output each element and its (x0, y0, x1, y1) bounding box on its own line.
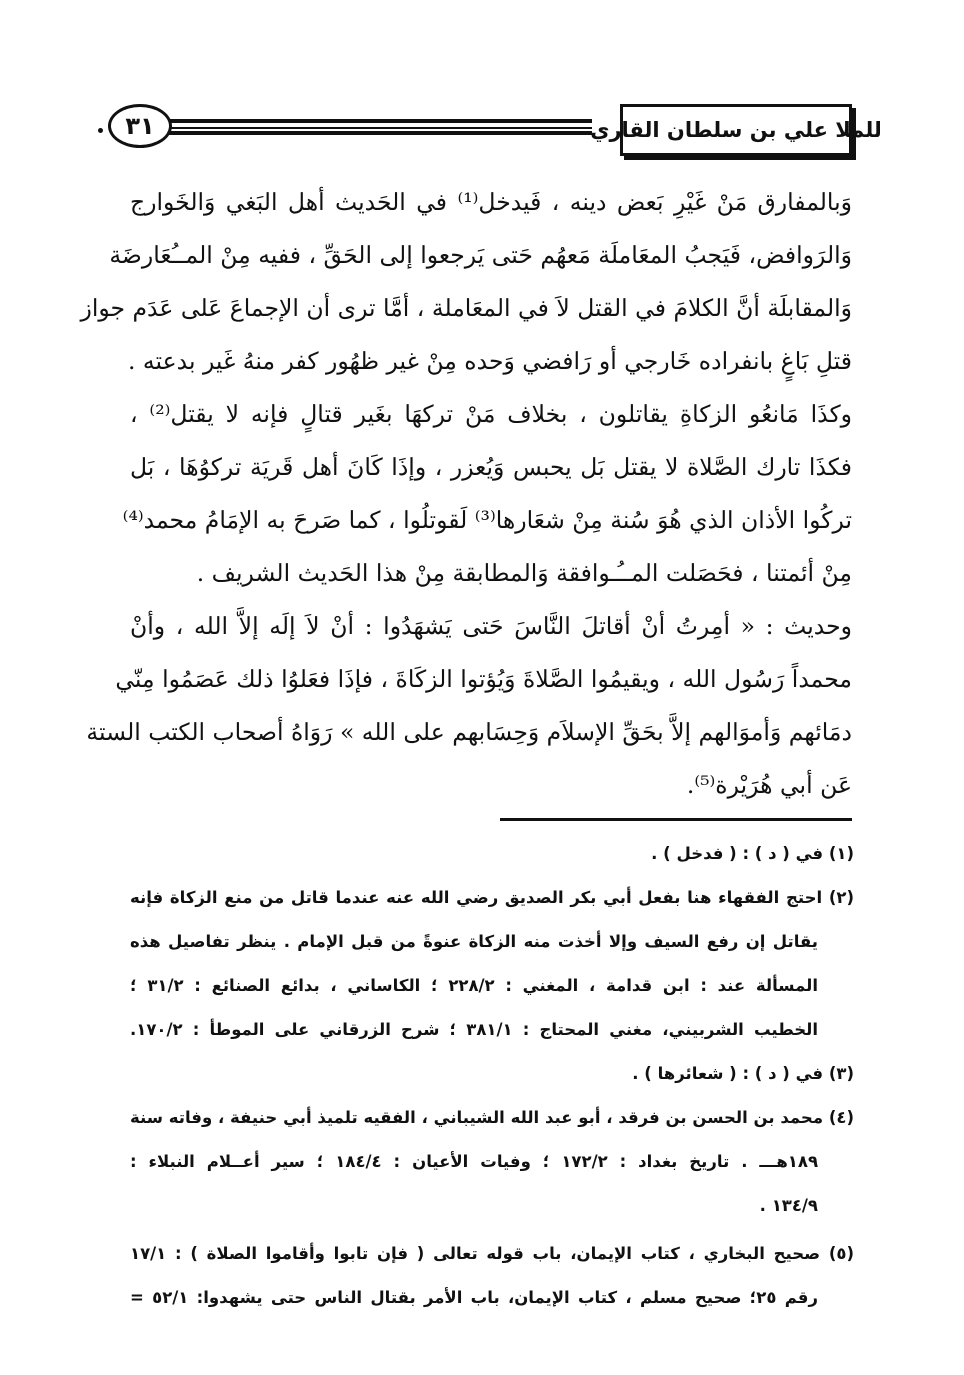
text-line: وَالرَوافض، فَيَجبُ المعَاملَة مَعهُم حَتى يَرجعوا إلى الحَقِّ ، ففيه مِنْ المــُعَارضَة (109, 241, 852, 269)
running-title-box (590, 104, 882, 156)
footnote-4: (٤) محمد بن الحسن بن فرقد ، أبو عبد الله الشيباني ، الفقيه تلميذ أبي حنيفة ، وفاته سنة (130, 1108, 854, 1127)
text-line: فكذَا تارك الصَّلاة لا يقتل بَل يحبس وَيُعزر ، وإذَا كَانَ أهل قَريَة تركوُهَا ، بَل (130, 453, 852, 481)
footnote-4-line: ١٨٩هـــ . تاريخ بغداد : ١٧٢/٢ ؛ وفيات الأعيان : ١٨٤/٤ ؛ سير أعــلام النبلاء : (130, 1152, 819, 1171)
header-dot (98, 128, 103, 133)
main-text (80, 176, 852, 812)
text-line: وحديث : « أمِرتُ أنْ أقاتلَ النَّاسَ حَتى يَشهَدُوا : أنْ لاَ إلَه إلاَّ الله ، وأنْ (130, 612, 852, 640)
footnote-4-line: ١٣٤/٩ . (759, 1196, 818, 1215)
text-line: عَن أبي هُرَيْرة⁽⁵⁾. (686, 771, 852, 799)
footnote-1: (١) في ( د ) : ( فدخل ) . (651, 844, 854, 863)
footnote-2: (٢) احتج الفقهاء هنا بفعل أبي بكر الصديق رضي الله عنه عندما قاتل من منع الزكاة فإنه (130, 888, 854, 907)
text-line: وَبالمفارق مَنْ غَيْرِ بَعض دينه ، فَيدخل⁽¹⁾ في الحَديث أهل البَغي وَالخَوارج (130, 188, 852, 216)
text-line: قتلِ بَاغٍ بانفراده خَارجي أو رَافضي وَحده مِنْ غير ظهُور كفر منهُ غَير بدعته . (127, 347, 852, 375)
text-line: محمداً رَسُول الله ، ويقيمُوا الصَّلاةَ وَيُؤتوا الزكَاةَ ، فإذَا فعَلوُا ذلك عَصَمُوا مِنّي (115, 665, 852, 693)
footnote-2-line: يقاتل إن رفع السيف وإلا أخذت منه الزكاة عنوةً من قبل الإمام . ينظر تفاصيل هذه (130, 932, 818, 951)
text-line: وكذَا مَانعُو الزكاةِ يقاتلون ، بخلاف مَنْ تركهَا بغَير قتالٍ فإنه لا يقتل⁽²⁾ ، (130, 400, 852, 428)
footnote-5: (٥) صحيح البخاري ، كتاب الإيمان، باب قوله تعالى ( فإن تابوا وأقاموا الصلاة ) : ١٧/١ (130, 1244, 854, 1263)
footnote-2-line: المسألة عند : ابن قدامة ، المغني : ٢٢٨/٢ ؛ الكاساني ، بدائع الصنائع : ٣١/٢ ؛ (130, 976, 818, 995)
text-line: مِنْ أئمتنا ، فحَصَلت المــُـوافقة وَالمطابقة مِنْ هذا الحَديث الشريف . (196, 559, 852, 587)
footnote-2-line: الخطيب الشربيني، مغني المحتاج : ٣٨١/١ ؛ شرح الزرقاني على الموطأ : ١٧٠/٢. (130, 1020, 818, 1039)
text-line: وَالمقابلَة أنَّ الكلامَ في القتل لاَ في المعَاملة ، أمَّا ترى أن الإجماعَ عَلى عَدَم جواز (80, 294, 852, 322)
running-title: للملا علي بن سلطان القاري (590, 118, 882, 142)
header-rule (160, 119, 592, 135)
footnote-5-line: رقم ٢٥؛ صحيح مسلم ، كتاب الإيمان، باب الأمر بقتال الناس حتى يشهدوا: ٥٢/١ = (130, 1288, 818, 1307)
text-line: تركُوا الأذان الذي هُوَ سُنة مِنْ شعَارها⁽³⁾ لَقوتلُوا ، كما صَرحَ به الإمَامُ محمد⁽⁴⁾ (122, 506, 852, 534)
page-number-oval (108, 104, 172, 148)
footnote-3: (٣) في ( د ) : ( شعائرها ) . (632, 1064, 854, 1083)
page-number: ٣١ (125, 112, 155, 140)
text-line: دمَائهم وَأموَالهم إلاَّ بحَقِّ الإسلاَم وَحِسَابهم على الله » رَوَاهُ أصحاب الكتب الستة (86, 718, 852, 746)
footnote-separator (500, 818, 852, 821)
footnotes (130, 832, 854, 1320)
